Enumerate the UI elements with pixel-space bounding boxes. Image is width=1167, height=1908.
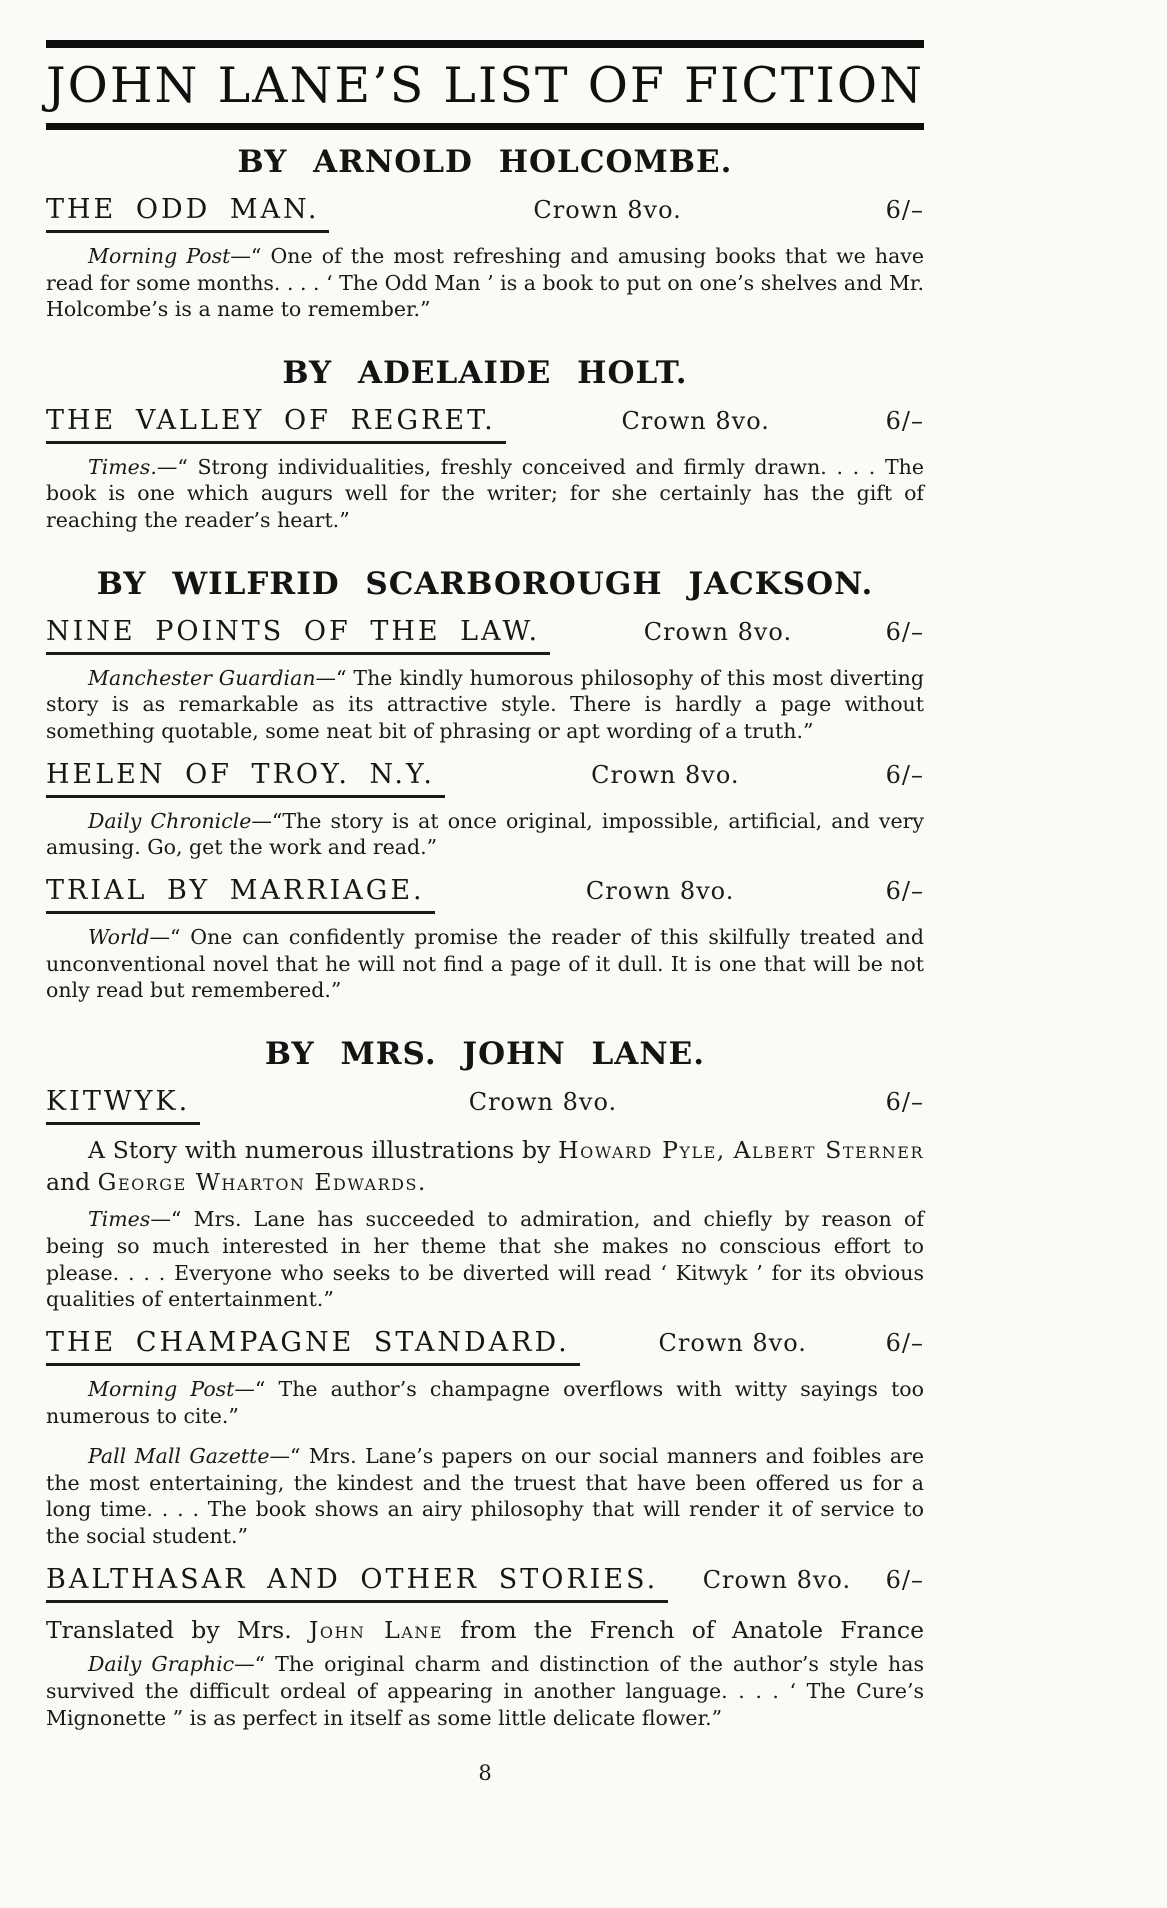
review-text: —“ Mrs. Lane has succeeded to admiration, and chiefly by reason of being so much interested in her theme that she makes no conscious effort to please. . . . Everyone who seeks to be diverted will read ‘ Kitwyk ’ for its obvious qualities of entertainment.” [46,1207,924,1312]
book-entry [46,616,924,655]
title-word: JOHN [46,57,200,114]
review-text: —“ Mrs. Lane’s papers on our social manners and foibles are the most entertaining, the kindest and the truest that have been offered us for a long time. . . . The book shows an airy philosophy that will render it of service to the social student.” [46,1444,924,1549]
book-price: 6/– [885,195,924,224]
review-source: Pall Mall Gazette [88,1444,270,1469]
book-title: BALTHASAR AND OTHER STORIES. [46,1564,668,1603]
book-entry [46,405,924,444]
note-text: and [46,1167,98,1196]
review-text: —“ One can confidently promise the reader of this skilfully treated and unconventional novel that he will not find a page of it dull. It is one that will be not only read but remembered.” [46,924,924,1003]
book-price: 6/– [885,760,924,789]
press-review [46,1443,924,1550]
book-format: Crown 8vo. [658,1328,807,1357]
book-format: Crown 8vo. [643,617,793,646]
top-rule [46,40,924,48]
press-review [46,1206,924,1313]
review-source: World [88,924,150,949]
book-price: 6/– [885,1565,924,1594]
book-entry [46,875,924,914]
author-heading: BY ADELAIDE HOLT. [282,354,688,391]
review-text: —“ The original charm and distinction of the author’s style has survived the difficult ordeal of appearing in another language. . . . ‘ The Cure’s Mignonette ” is as perfect in itself as some little delicate flower.” [46,1652,924,1730]
book-title: KITWYK. [46,1086,200,1125]
author-section-lane [46,1036,924,1731]
press-review [46,1651,924,1731]
book-entry [46,759,924,798]
book-title: THE CHAMPAGNE STANDARD. [46,1327,580,1366]
book-title: TRIAL BY MARRIAGE. [46,875,435,914]
book-price: 6/– [885,617,924,646]
review-source: Morning Post [88,1376,235,1401]
book-format: Crown 8vo. [585,876,735,905]
header-rule [46,123,924,130]
book-title: NINE POINTS OF THE LAW. [46,616,550,655]
author-heading: BY WILFRID SCARBOROUGH JACKSON. [96,565,874,602]
translator-name: John Lane [308,1615,444,1644]
book-entry [46,1564,924,1603]
book-price: 6/– [885,876,924,905]
author-section-jackson [46,566,924,1004]
title-word: FICTION [684,57,924,114]
book-title: THE ODD MAN. [46,194,329,233]
translator-note [46,1615,924,1646]
book-entry [46,1327,924,1366]
book-entry [46,194,924,233]
book-format: Crown 8vo. [591,760,740,789]
note-text: Translated by Mrs. [46,1615,309,1644]
book-price: 6/– [885,1328,924,1357]
book-title: THE VALLEY OF REGRET. [46,405,506,444]
press-review [46,808,924,861]
author-section-holt [46,355,924,534]
page-content [46,40,924,1785]
press-review [46,243,924,323]
press-review [46,665,924,745]
book-format: Crown 8vo. [468,1087,618,1116]
note-text [726,1136,734,1164]
review-text: —“ The kindly humorous philosophy of this most diverting story is as remarkable as its attractive style. There is hardly a page without something quotable, some neat bit of phrasing or apt wording of a truth.” [46,665,924,744]
press-review [46,924,924,1004]
book-format: Crown 8vo. [533,195,682,224]
note-text: from the French of Anatole France [443,1615,924,1644]
book-format: Crown 8vo. [702,1565,852,1594]
review-source: Morning Post [88,243,231,268]
book-format: Crown 8vo. [621,406,770,435]
author-heading: BY MRS. JOHN LANE. [264,1035,706,1072]
illustrator-name: George Wharton Edwards. [97,1167,427,1196]
review-source: Times. [88,454,157,479]
review-source: Daily Graphic [88,1652,235,1677]
review-text: —“ Strong individualities, freshly conceived and firmly drawn. . . . The book is one which augurs well for the writer; for she certainly has the gift of reaching the reader’s heart.” [46,454,924,533]
illustrator-name: Albert Sterner [733,1135,924,1164]
press-review [46,454,924,534]
book-price: 6/– [885,1087,924,1116]
book-entry [46,1086,924,1125]
note-text: A Story with numerous illustrations by [88,1135,559,1164]
book-price: 6/– [885,406,924,435]
review-text: —“ One of the most refreshing and amusing books that we have read for some months. . . . ‘ The Odd Man ’ is a book to put on one’s shelves and Mr. Holcombe’s is a name to remember.” [46,243,925,322]
review-source: Daily Chronicle [88,808,252,833]
title-word: OF [587,57,666,114]
review-text: —“The story is at once original, impossible, artificial, and very amusing. Go, get the work and read.” [46,808,924,860]
title-word: LIST [443,57,570,114]
author-section-holcombe [46,144,924,323]
author-heading: BY ARNOLD HOLCOMBE. [237,143,733,180]
illustrators-note [46,1135,924,1198]
book-title: HELEN OF TROY. N.Y. [46,759,445,798]
illustrator-name: Howard Pyle, [558,1135,726,1164]
review-source: Times [88,1207,151,1232]
title-word: LANE’S [217,57,426,114]
press-review [46,1376,924,1429]
review-text: —“ The author’s champagne overflows with witty sayings too numerous to cite.” [46,1376,924,1428]
page-number: 8 [478,1761,492,1786]
page-title [46,57,924,114]
review-source: Manchester Guardian [88,665,316,690]
